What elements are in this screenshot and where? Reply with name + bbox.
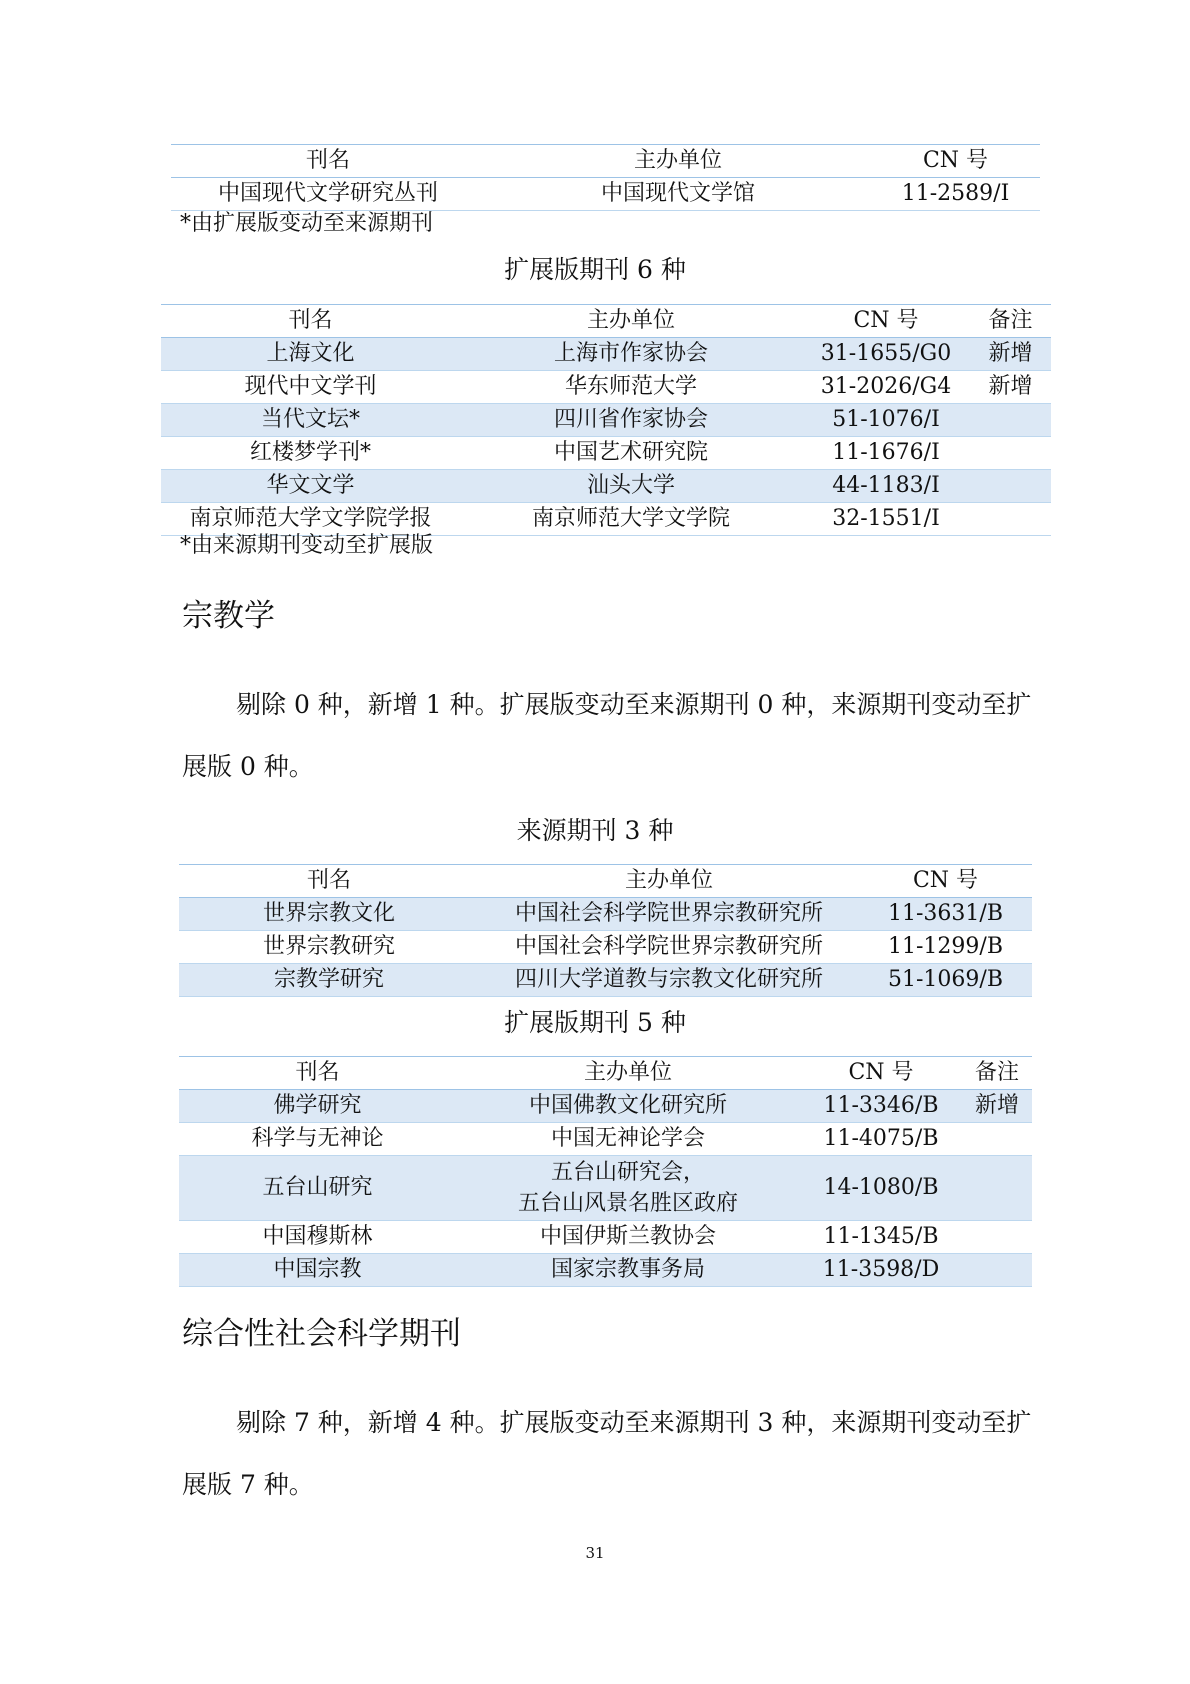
sponsor-cell: 华东师范大学 <box>460 371 802 404</box>
page-number: 31 <box>585 1544 605 1562</box>
column-header: 备注 <box>970 305 1051 338</box>
cn-number-cell: 51-1076/I <box>802 404 970 437</box>
remark-cell: 新增 <box>962 1090 1032 1123</box>
literature-extended-table <box>161 304 1051 536</box>
table-row <box>161 470 1051 503</box>
journal-name-cell: 中国宗教 <box>179 1254 456 1287</box>
column-header: CN 号 <box>800 1057 962 1090</box>
journal-name-cell: 宗教学研究 <box>179 964 479 997</box>
table-footnote: *由来源期刊变动至扩展版 <box>180 533 434 558</box>
sponsor-cell: 五台山研究会， 五台山风景名胜区政府 <box>456 1156 800 1221</box>
journal-name-cell: 当代文坛* <box>161 404 460 437</box>
remark-cell <box>962 1123 1032 1156</box>
table-row <box>179 1156 1032 1221</box>
table-row <box>161 503 1051 536</box>
remark-cell <box>962 1254 1032 1287</box>
column-header: 主办单位 <box>456 1057 800 1090</box>
journal-name-cell: 南京师范大学文学院学报 <box>161 503 460 536</box>
table-row <box>179 964 1032 997</box>
column-header: 刊名 <box>179 1057 456 1090</box>
section-heading: 宗教学 <box>182 598 275 634</box>
table-row <box>179 1090 1032 1123</box>
table-caption: 扩展版期刊 5 种 <box>504 1008 686 1037</box>
column-header: 主办单位 <box>485 145 871 178</box>
cn-number-cell: 11-2589/I <box>871 178 1040 211</box>
table-row <box>161 338 1051 371</box>
journal-name-cell: 世界宗教文化 <box>179 898 479 931</box>
sponsor-cell: 四川省作家协会 <box>460 404 802 437</box>
column-header: 刊名 <box>171 145 485 178</box>
column-header: 刊名 <box>161 305 460 338</box>
cn-number-cell: 11-3346/B <box>800 1090 962 1123</box>
cn-number-cell: 11-3631/B <box>859 898 1032 931</box>
remark-cell <box>970 503 1051 536</box>
table-row <box>179 931 1032 964</box>
sponsor-cell: 上海市作家协会 <box>460 338 802 371</box>
table-row <box>171 178 1040 211</box>
sponsor-cell: 中国社会科学院世界宗教研究所 <box>479 898 859 931</box>
table-row <box>179 1254 1032 1287</box>
table-footnote: *由扩展版变动至来源期刊 <box>180 211 434 236</box>
journal-name-cell: 佛学研究 <box>179 1090 456 1123</box>
remark-cell: 新增 <box>970 371 1051 404</box>
religion-extended-table <box>179 1056 1032 1287</box>
remark-cell <box>970 470 1051 503</box>
journal-name-cell: 五台山研究 <box>179 1156 456 1221</box>
journal-name-cell: 现代中文学刊 <box>161 371 460 404</box>
sponsor-cell: 中国社会科学院世界宗教研究所 <box>479 931 859 964</box>
table-caption: 来源期刊 3 种 <box>516 816 674 845</box>
table-row <box>161 371 1051 404</box>
cn-number-cell: 11-1676/I <box>802 437 970 470</box>
journal-name-cell: 科学与无神论 <box>179 1123 456 1156</box>
sponsor-cell: 国家宗教事务局 <box>456 1254 800 1287</box>
sponsor-cell: 中国无神论学会 <box>456 1123 800 1156</box>
section-heading: 综合性社会科学期刊 <box>182 1316 461 1352</box>
remark-cell <box>970 437 1051 470</box>
table-caption: 扩展版期刊 6 种 <box>504 255 686 284</box>
table-row <box>179 1123 1032 1156</box>
journal-name-cell: 上海文化 <box>161 338 460 371</box>
column-header: 主办单位 <box>479 865 859 898</box>
journal-name-cell: 世界宗教研究 <box>179 931 479 964</box>
cn-number-cell: 11-1299/B <box>859 931 1032 964</box>
cn-number-cell: 44-1183/I <box>802 470 970 503</box>
table-header-row <box>161 305 1051 338</box>
column-header: CN 号 <box>859 865 1032 898</box>
journal-name-cell: 华文文学 <box>161 470 460 503</box>
cn-number-cell: 11-3598/D <box>800 1254 962 1287</box>
section-summary: 剔除 0 种，新增 1 种。扩展版变动至来源期刊 0 种，来源期刊变动至扩展版 0 种。 <box>182 690 1032 781</box>
sponsor-cell: 中国艺术研究院 <box>460 437 802 470</box>
cn-number-cell: 11-1345/B <box>800 1221 962 1254</box>
table-row <box>161 404 1051 437</box>
journal-name-cell: 红楼梦学刊* <box>161 437 460 470</box>
column-header: CN 号 <box>802 305 970 338</box>
journal-name-cell: 中国现代文学研究丛刊 <box>171 178 485 211</box>
column-header: 刊名 <box>179 865 479 898</box>
journal-name-cell: 中国穆斯林 <box>179 1221 456 1254</box>
column-header: 备注 <box>962 1057 1032 1090</box>
sponsor-cell: 中国伊斯兰教协会 <box>456 1221 800 1254</box>
sponsor-cell: 四川大学道教与宗教文化研究所 <box>479 964 859 997</box>
sponsor-cell: 汕头大学 <box>460 470 802 503</box>
remark-cell <box>970 404 1051 437</box>
remark-cell <box>962 1156 1032 1221</box>
table-header-row <box>179 1057 1032 1090</box>
column-header: CN 号 <box>871 145 1040 178</box>
cn-number-cell: 32-1551/I <box>802 503 970 536</box>
table-header-row <box>171 145 1040 178</box>
sponsor-cell: 中国现代文学馆 <box>485 178 871 211</box>
sponsor-cell: 中国佛教文化研究所 <box>456 1090 800 1123</box>
continued-journal-table <box>171 144 1040 211</box>
cn-number-cell: 31-2026/G4 <box>802 371 970 404</box>
table-header-row <box>179 865 1032 898</box>
table-row <box>179 898 1032 931</box>
remark-cell: 新增 <box>970 338 1051 371</box>
section-summary: 剔除 7 种，新增 4 种。扩展版变动至来源期刊 3 种，来源期刊变动至扩展版 7 种。 <box>182 1408 1032 1499</box>
column-header: 主办单位 <box>460 305 802 338</box>
cn-number-cell: 14-1080/B <box>800 1156 962 1221</box>
sponsor-cell: 南京师范大学文学院 <box>460 503 802 536</box>
cn-number-cell: 51-1069/B <box>859 964 1032 997</box>
remark-cell <box>962 1221 1032 1254</box>
cn-number-cell: 11-4075/B <box>800 1123 962 1156</box>
cn-number-cell: 31-1655/G0 <box>802 338 970 371</box>
table-row <box>161 437 1051 470</box>
table-row <box>179 1221 1032 1254</box>
religion-source-table <box>179 864 1032 997</box>
